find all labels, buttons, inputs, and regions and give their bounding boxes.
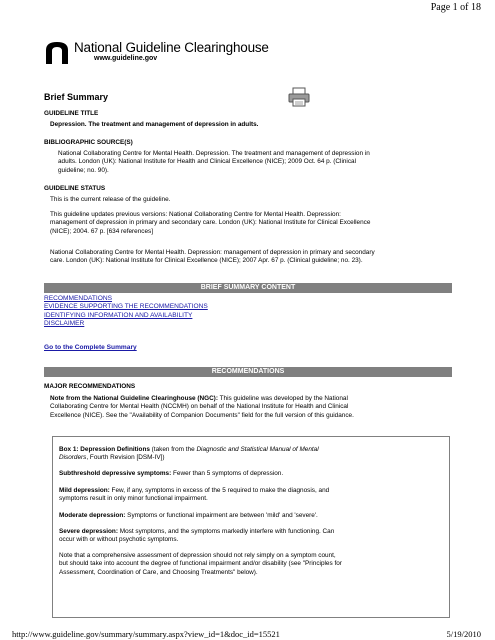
moderate-definition: Moderate depression: Symptoms or functional impairment are between 'mild' and 'severe'. xyxy=(59,512,318,519)
severe-definition: Severe depression: Most symptoms, and the symptoms markedly interfere with functioning. Can occur with or without psychotic symptoms. xyxy=(59,528,335,544)
guideline-status-updates: This guideline updates previous versions: National Collaborating Centre for Mental Health. Depression: management of depression in primary and secondary care. London (UK): National Institute for Clinical Excellence (NICE); 2004. 67 p. [634 references] xyxy=(50,211,371,235)
recommendations-bar: RECOMMENDATIONS xyxy=(44,367,452,377)
brief-summary-content-bar: BRIEF SUMMARY CONTENT xyxy=(44,283,452,293)
complete-summary-link[interactable]: Go to the Complete Summary xyxy=(44,344,137,351)
toc-link-recommendations[interactable]: RECOMMENDATIONS xyxy=(44,295,113,302)
footer-url: http://www.guideline.gov/summary/summary.aspx?view_id=1&doc_id=15521 xyxy=(12,629,280,639)
guideline-status-label: GUIDELINE STATUS xyxy=(44,185,106,192)
depression-definitions-box xyxy=(52,436,450,618)
logo-title: National Guideline Clearinghouse xyxy=(74,40,269,55)
subthreshold-definition: Subthreshold depressive symptoms: Fewer than 5 symptoms of depression. xyxy=(59,470,284,477)
guideline-title-value: Depression. The treatment and management of depression in adults. xyxy=(50,121,259,128)
bibliographic-source-label: BIBLIOGRAPHIC SOURCE(S) xyxy=(44,139,133,146)
ngc-logo[interactable] xyxy=(44,40,269,66)
footer-date: 5/19/2010 xyxy=(446,629,481,639)
guideline-status-previous: National Collaborating Centre for Mental Health. Depression: management of depression in primary and secondary care. London (UK): National Institute for Clinical Excellence (NICE); 2007 Apr. 67 p. (Clinical guideline; no. 23). xyxy=(50,249,375,265)
toc-link-disclaimer[interactable]: DISCLAIMER xyxy=(44,320,85,328)
toc-link-evidence[interactable]: EVIDENCE SUPPORTING THE RECOMMENDATIONS xyxy=(44,303,208,311)
guideline-title-label: GUIDELINE TITLE xyxy=(44,110,99,117)
ngc-logo-icon xyxy=(44,40,70,66)
mild-definition: Mild depression: Few, if any, symptoms in excess of the 5 required to make the diagnosis, and symptoms result in only minor functional impairment. xyxy=(59,487,330,503)
logo-url: www.guideline.gov xyxy=(94,55,158,62)
guideline-status-current: This is the current release of the guideline. xyxy=(50,196,171,203)
bibliographic-source-text: National Collaborating Centre for Mental Health. Depression. The treatment and management of depression in adults. London (UK): National Institute for Health and Clinical Excellence (NICE); 2009 Oct. 64 p. (Clinical guideline; no. 90). xyxy=(58,150,370,174)
printer-icon[interactable] xyxy=(288,87,310,107)
toc-links xyxy=(44,295,208,329)
brief-summary-heading: Brief Summary xyxy=(44,92,109,102)
toc-link-identifying-information[interactable]: IDENTIFYING INFORMATION AND AVAILABILITY xyxy=(44,311,193,319)
ngc-note: Note from the National Guideline Clearinghouse (NGC): This guideline was developed by the National Collaborating Centre for Mental Health (NCCMH) on behalf of the National Institute for Health and Clinical Excellence (NICE). See the "Availability of Companion Documents" field for the full version of this guidance. xyxy=(50,395,354,419)
box-title: Box 1: Depression Definitions (taken from the Diagnostic and Statistical Manual of Mental Disorders, Fourth Revision [DSM-IV]) xyxy=(59,446,319,462)
assessment-note: Note that a comprehensive assessment of depression should not rely simply on a symptom count, but should take into account the degree of functional impairment and/or disability (see "Principles for Assessment, Coordination of Care, and Choosing Treatments" below). xyxy=(59,552,342,576)
major-recommendations-label: MAJOR RECOMMENDATIONS xyxy=(44,383,136,390)
page-number: Page 1 of 18 xyxy=(430,2,481,13)
